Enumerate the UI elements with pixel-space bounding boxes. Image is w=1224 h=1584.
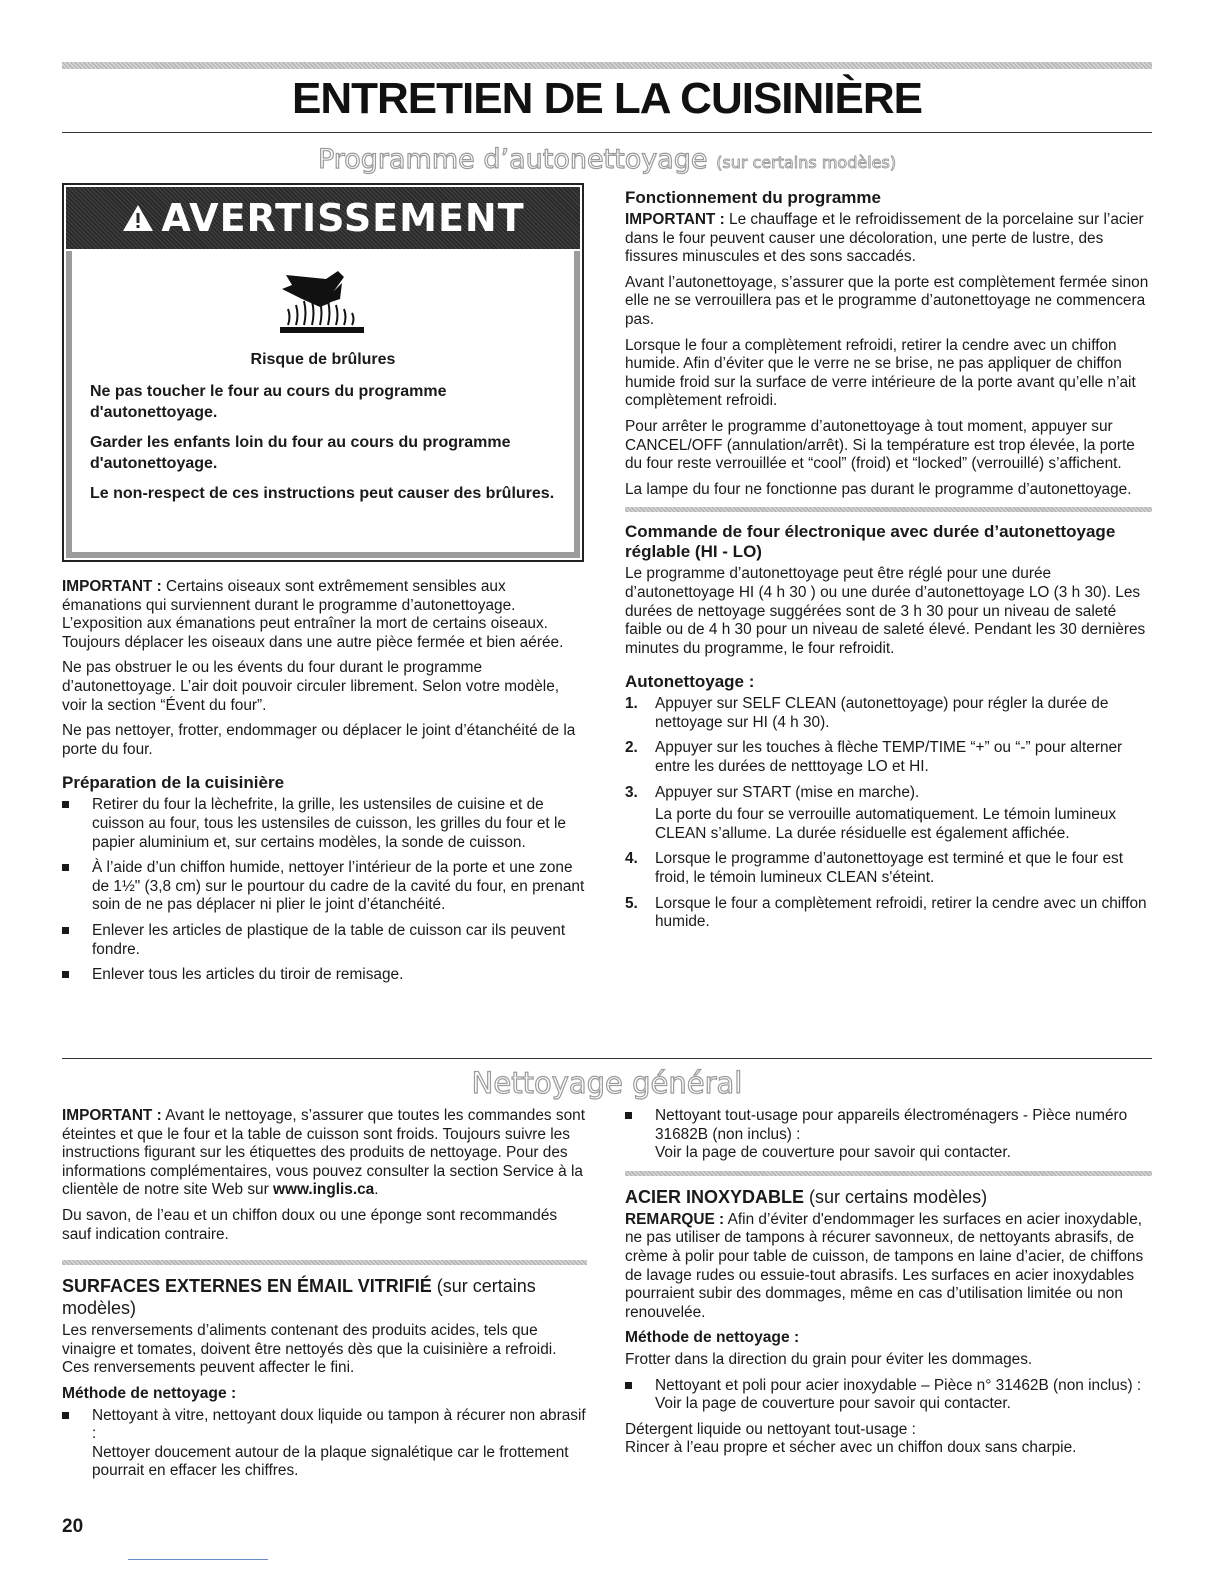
- bullet-icon: [625, 1382, 632, 1389]
- warning-line: Ne pas toucher le four au cours du programme d'autonettoyage.: [90, 383, 447, 421]
- bullet-icon: [625, 1112, 632, 1119]
- step-number: 3.: [625, 783, 638, 801]
- enamel-method-list: [62, 1407, 587, 1481]
- warning-line: Garder les enfants loin du four au cours du programme d'autonettoyage.: [90, 434, 511, 472]
- left-column-general: [62, 1107, 587, 1488]
- warning-body: [66, 251, 580, 558]
- list-item-text: Nettoyant et poli pour acier inoxydable – Pièce n° 31462B (non inclus) :: [655, 1376, 1142, 1394]
- section-title: Programme d’autonettoyage: [317, 144, 708, 175]
- list-item: [62, 859, 587, 915]
- paragraph: Ne pas nettoyer, frotter, endommager ou déplacer le joint d’étanchéité de la porte du four.: [62, 722, 576, 758]
- bullet-icon: [62, 971, 69, 978]
- warning-banner-text: AVERTISSEMENT: [161, 196, 525, 240]
- self-clean-steps: [625, 695, 1152, 932]
- page-title: ENTRETIEN DE LA CUISINIÈRE: [292, 74, 922, 123]
- step-text: Appuyer sur START (mise en marche).: [655, 783, 920, 801]
- prep-heading: Préparation de la cuisinière: [62, 773, 285, 793]
- important-text: Avant le nettoyage, s’assurer que toutes les commandes sont éteintes et que le four et la table de cuisson sont froids. Toujours suivre les instructions figurant sur les étiquettes des produits de nettoyage. Pour des informations complémentaires, vous pouvez consulter la section Service à la clientèle de notre site Web sur: [62, 1107, 585, 1199]
- func-heading: Fonctionnement du programme: [625, 188, 881, 207]
- list-item-note: Voir la page de couverture pour savoir qui contacter.: [655, 1144, 1011, 1162]
- steel-heading-sub: (sur certains modèles): [809, 1186, 988, 1207]
- step-item: [625, 784, 1152, 844]
- cmd-heading: Commande de four électronique avec durée d’autonettoyage réglable (HI - LO): [625, 522, 1116, 562]
- paragraph: Avant l’autonettoyage, s’assurer que la porte est complètement fermée sinon elle ne se verrouillera pas et le programme d’autonettoyage ne commencera pas.: [625, 273, 1149, 328]
- important-text: Le chauffage et le refroidissement de la porcelaine sur l’acier dans le four peuvent causer une décoloration, une perte de lustre, des fissures minuscules et des sons saccadés.: [625, 211, 1144, 266]
- note-text: Afin d’éviter d'endommager les surfaces en acier inoxydable, ne pas utiliser de tampons à récurer savonneux, de nettoyants abrasifs, de crème à polir pour table de cuisson, de tampons en laine d’acier, de chiffons de lavage rudes ou essuie-tout abrasifs. Les surfaces en acier inoxydables pourraient subir des dommages, même en cas d’utilisation limitée ou non renouvelée.: [625, 1210, 1144, 1321]
- warning-triangle-icon: [121, 203, 155, 233]
- step-item: [625, 739, 1152, 776]
- paragraph: La lampe du four ne fonctionne pas durant le programme d’autonettoyage.: [625, 480, 1132, 498]
- steel-method-list: [625, 1377, 1152, 1414]
- important-label: IMPORTANT :: [625, 211, 725, 228]
- paragraph: Lorsque le four a complètement refroidi, retirer la cendre avec un chiffon humide. Afin d’éviter que le verre ne se brise, ne pas appliquer de chiffon humide froid sur la surface de verre intérieure de la porte avant qu’elle n’ait complètement refroidi.: [625, 336, 1136, 410]
- steel-heading-title: ACIER INOXYDABLE: [625, 1186, 805, 1207]
- title-rule: [62, 132, 1152, 133]
- rinse-line: Rincer à l’eau propre et sécher avec un chiffon doux sans charpie.: [625, 1439, 1077, 1457]
- footer-link-line: [128, 1559, 268, 1560]
- right-column-self-clean: [625, 188, 1152, 939]
- list-item: [62, 796, 587, 852]
- step-item: [625, 695, 1152, 732]
- step-text: Appuyer sur les touches à flèche TEMP/TIME “+” ou “-” pour alterner entre les durées de netttoyage LO et HI.: [655, 739, 1123, 776]
- list-item-text: Nettoyant tout-usage pour appareils électroménagers - Pièce numéro 31682B (non inclus) :: [655, 1107, 1128, 1143]
- paragraph: Ne pas obstruer le ou les évents du four durant le programme d’autonettoyage. L’air doit pouvoir circuler librement. Selon votre modèle, voir la section “Évent du four”.: [62, 659, 560, 714]
- method-heading: Méthode de nettoyage :: [625, 1329, 800, 1347]
- step-number: 2.: [625, 739, 638, 757]
- page-number: 20: [62, 1516, 84, 1537]
- list-item: [62, 1407, 587, 1481]
- list-item-note: Voir la page de couverture pour savoir qui contacter.: [655, 1395, 1011, 1413]
- step-text: Lorsque le four a complètement refroidi, retirer la cendre avec un chiffon humide.: [655, 894, 1147, 931]
- warning-box: [62, 183, 584, 562]
- paragraph: Pour arrêter le programme d’autonettoyage à tout moment, appuyer sur CANCEL/OFF (annulation/arrêt). Si la température est trop élevée, la porte du four reste verrouillée et “cool” (froid) et “locked” (verrouillé) s’affichent.: [625, 417, 1135, 473]
- step-number: 1.: [625, 695, 638, 713]
- step-note: La porte du four se verrouille automatiquement. Le témoin lumineux CLEAN s’allume. La durée résiduelle est également affichée.: [655, 806, 1117, 842]
- step-text: Appuyer sur SELF CLEAN (autonettoyage) pour régler la durée de nettoyage sur HI (4 h 30).: [655, 695, 1109, 731]
- list-item: [625, 1377, 1152, 1414]
- auto-heading: Autonettoyage :: [625, 672, 755, 692]
- paragraph: [62, 578, 587, 652]
- steel-heading: [625, 1186, 1152, 1208]
- detergent-line: Détergent liquide ou nettoyant tout-usage :: [625, 1420, 916, 1438]
- paragraph: [625, 1211, 1152, 1323]
- bullet-icon: [62, 864, 69, 871]
- list-item: [62, 922, 587, 959]
- warning-banner: [66, 187, 580, 249]
- important-label: IMPORTANT :: [62, 578, 162, 595]
- bullet-icon: [62, 927, 69, 934]
- hatch-divider: [62, 1260, 587, 1265]
- important-label: IMPORTANT :: [62, 1107, 162, 1124]
- paragraph: Frotter dans la direction du grain pour éviter les dommages.: [625, 1350, 1033, 1368]
- note-label: REMARQUE :: [625, 1210, 725, 1228]
- paragraph: [62, 1107, 587, 1200]
- enamel-heading-title: SURFACES EXTERNES EN ÉMAIL VITRIFIÉ: [62, 1276, 432, 1297]
- section-heading-general: Nettoyage général: [471, 1066, 743, 1100]
- prep-list: [62, 796, 587, 984]
- list-item-text: Enlever les articles de plastique de la table de cuisson car ils peuvent fondre.: [92, 921, 566, 958]
- list-item-text: Retirer du four la lèchefrite, la grille, les ustensiles de cuisine et de cuisson au four, tous les ustensiles de cuisson, les grilles du four et le papier aluminium et, sur certains modèles, la sonde de cuisson.: [92, 796, 566, 851]
- period: .: [374, 1181, 379, 1199]
- paragraph: Le programme d’autonettoyage peut être réglé pour une durée d’autonettoyage HI (4 h 30 ) ou une durée d’autonettoyage LO (3 h 30). Les durées de nettoyage suggérées sont de 3 h 30 pour un niveau de saleté faible ou de 4 h 30 pour un niveau de saleté élevé. Pendant les 30 dernières minutes du programme, le four refroidit.: [625, 565, 1146, 657]
- warning-line: Le non-respect de ces instructions peut causer des brûlures.: [90, 485, 555, 502]
- website-link[interactable]: www.inglis.ca: [273, 1181, 375, 1199]
- paragraph: [625, 211, 1152, 267]
- step-text: Lorsque le programme d’autonettoyage est terminé et que le four est froid, le témoin lumineux CLEAN s'éteint.: [655, 850, 1123, 887]
- method-heading: Méthode de nettoyage :: [62, 1384, 237, 1402]
- general-cleaner-list: [625, 1107, 1152, 1163]
- section-rule: [62, 1058, 1152, 1059]
- right-column-general: [625, 1107, 1152, 1465]
- paragraph: Du savon, de l’eau et un chiffon doux ou une éponge sont recommandés sauf indication contraire.: [62, 1206, 558, 1243]
- top-hatch-band: [62, 62, 1152, 69]
- section-heading-self-clean: [62, 144, 1152, 175]
- left-column-self-clean: [62, 578, 587, 992]
- step-item: [625, 895, 1152, 932]
- hatch-divider: [625, 1171, 1152, 1176]
- step-number: 4.: [625, 850, 638, 868]
- enamel-heading-sub: (sur certains modèles): [62, 1276, 536, 1319]
- bullet-icon: [62, 801, 69, 808]
- hatch-divider: [625, 507, 1152, 512]
- paragraph: Les renversements d’aliments contenant des produits acides, tels que vinaigre et tomates, doivent être nettoyés dès que la cuisinière a refroidi. Ces renversements peuvent affecter le fini.: [62, 1322, 557, 1377]
- list-item: [62, 966, 587, 985]
- list-item-note: Nettoyer doucement autour de la plaque signalétique car le frottement pourrait en effacer les chiffres.: [92, 1443, 569, 1480]
- important-text: Certains oiseaux sont extrêmement sensibles aux émanations qui surviennent durant le programme d’autonettoyage. L’exposition aux émanations peut entraîner la mort de certains oiseaux. Toujours déplacer les oiseaux dans une autre pièce fermée et bien aérée.: [62, 578, 564, 651]
- step-number: 5.: [625, 894, 638, 912]
- list-item: [625, 1107, 1152, 1163]
- warning-risk: Risque de brûlures: [250, 351, 396, 368]
- enamel-heading: [62, 1275, 587, 1319]
- list-item-text: À l’aide d’un chiffon humide, nettoyer l’intérieur de la porte et une zone de 1½" (3,8 cm) sur le pourtour du cadre de la cavité du four, en prenant soin de ne pas déplacer ni plier le joint d’étanchéité.: [92, 859, 585, 914]
- step-item: [625, 850, 1152, 887]
- hot-surface-hand-icon: [268, 269, 378, 339]
- list-item-text: Nettoyant à vitre, nettoyant doux liquide ou tampon à récurer non abrasif :: [92, 1406, 586, 1443]
- list-item-text: Enlever tous les articles du tiroir de remisage.: [92, 966, 404, 984]
- bullet-icon: [62, 1412, 69, 1419]
- section-subtitle: (sur certains modèles): [716, 153, 897, 172]
